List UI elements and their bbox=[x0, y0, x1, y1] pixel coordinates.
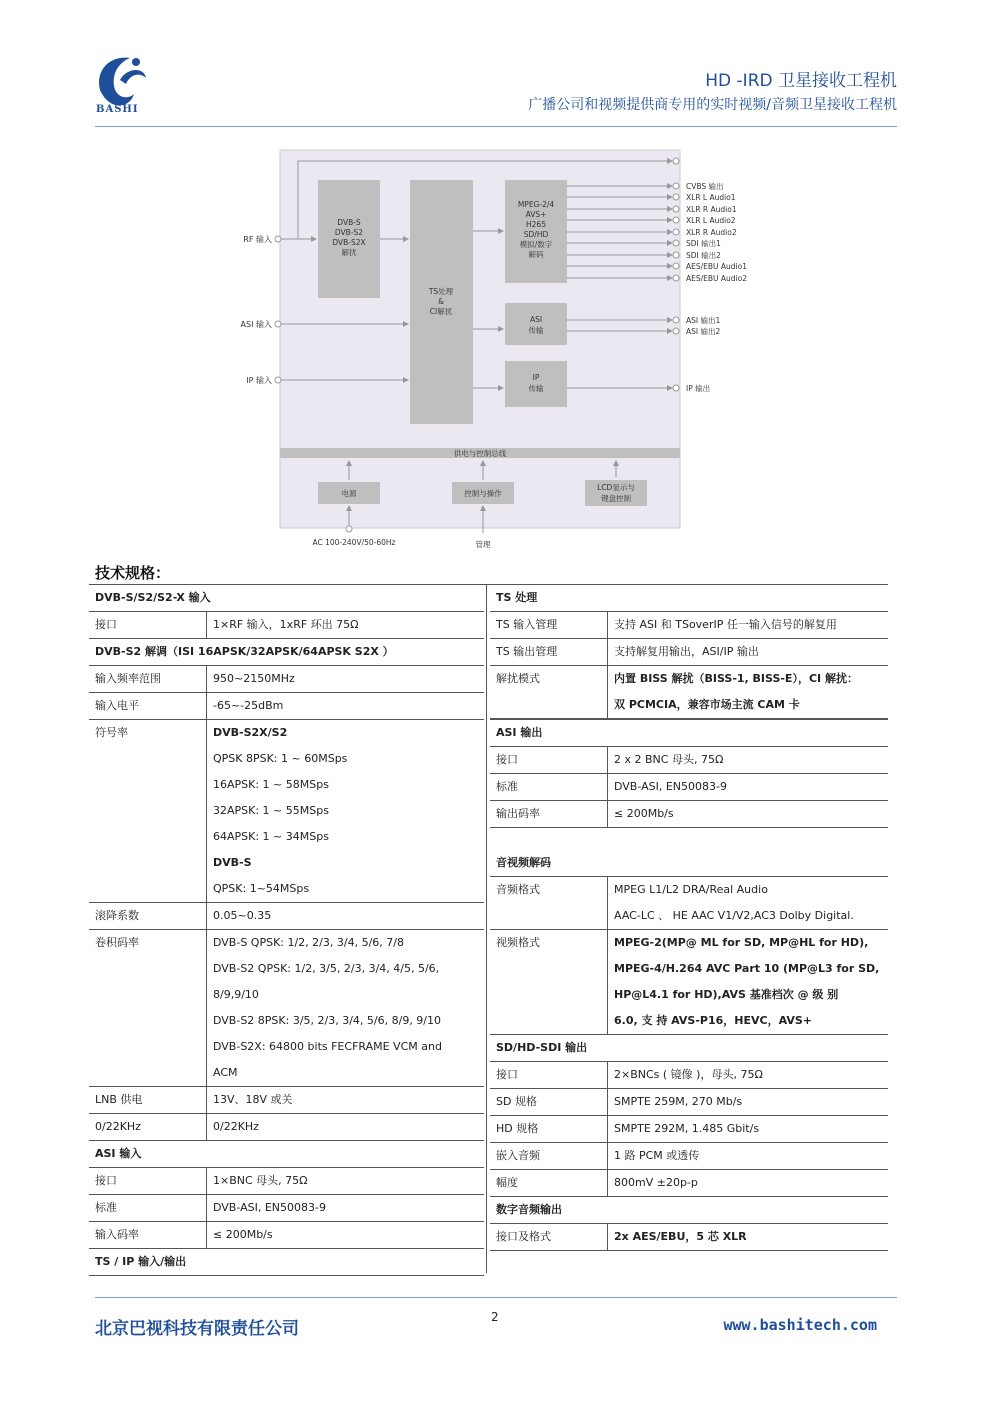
spec-key: HD 规格 bbox=[490, 1116, 608, 1143]
spec-key: TS 输入管理 bbox=[490, 612, 608, 639]
spec-line: 32APSK: 1 ~ 55MSps bbox=[213, 804, 329, 817]
spec-line: QPSK 8PSK: 1 ~ 60MSps bbox=[213, 752, 348, 765]
spec-line: DVB-S QPSK: 1/2, 2/3, 3/4, 5/6, 7/8 bbox=[213, 936, 404, 949]
section-header: ASI 输入 bbox=[89, 1141, 484, 1168]
spec-key: 滚降系数 bbox=[89, 903, 207, 930]
spec-value: 1×BNC 母头, 75Ω bbox=[207, 1168, 485, 1195]
spec-value: 0.05~0.35 bbox=[207, 903, 485, 930]
spec-line: 内置 BISS 解扰（BISS-1, BISS-E），CI 解扰： bbox=[614, 672, 858, 685]
output-label: AES/EBU Audio2 bbox=[686, 274, 748, 283]
section-header: DVB-S/S2/S2-X 输入 bbox=[89, 585, 484, 612]
spec-line: 8/9,9/10 bbox=[213, 988, 259, 1001]
spec-value: 13V、18V 或关 bbox=[207, 1087, 485, 1114]
spec-table-left bbox=[89, 585, 484, 1276]
spec-key: 输入电平 bbox=[89, 693, 207, 720]
demod-line: DVB-S2 bbox=[334, 228, 364, 237]
spec-key: 接口 bbox=[490, 747, 608, 774]
spec-key: 解扰模式 bbox=[490, 666, 608, 719]
output-label: SDI 输出2 bbox=[686, 251, 721, 260]
spec-table-right bbox=[490, 585, 888, 1251]
spec-line: HP@L4.1 for HD),AVS 基准档次 @ 级 别 bbox=[614, 988, 839, 1001]
demod-line: 解扰 bbox=[341, 248, 357, 257]
section-header: ASI 输出 bbox=[490, 720, 888, 747]
ts-line: TS处理 bbox=[428, 287, 454, 296]
spec-line: MPEG-2(MP@ ML for SD, MP@HL for HD), bbox=[614, 936, 869, 949]
input-label: IP 输入 bbox=[246, 376, 272, 385]
lcd-line: 键盘控制 bbox=[601, 494, 631, 503]
output-label: CVBS 输出 bbox=[686, 182, 724, 191]
ac-label: AC 100-240V/50-60Hz bbox=[312, 538, 396, 547]
document-subtitle: 广播公司和视频提供商专用的实时视频/音频卫星接收工程机 bbox=[528, 97, 897, 113]
input-label: RF 输入 bbox=[243, 235, 272, 244]
spec-value: 1 路 PCM 或透传 bbox=[608, 1143, 889, 1170]
spec-key: 接口 bbox=[490, 1062, 608, 1089]
block-diagram bbox=[240, 145, 770, 555]
spec-line: 64APSK: 1 ~ 34MSps bbox=[213, 830, 329, 843]
spec-value: 0/22KHz bbox=[207, 1114, 485, 1141]
spec-line: DVB-S2X: 64800 bits FECFRAME VCM and bbox=[213, 1040, 442, 1053]
spec-key: 输入码率 bbox=[89, 1222, 207, 1249]
spec-key: 输入频率范围 bbox=[89, 666, 207, 693]
footer-website-link[interactable]: www.bashitech.com bbox=[723, 1316, 877, 1334]
output-label: XLR L Audio2 bbox=[686, 216, 736, 225]
spec-value: 支持解复用输出，ASI/IP 输出 bbox=[608, 639, 889, 666]
decode-line: 模拟/数字 bbox=[519, 240, 553, 249]
decode-line: MPEG-2/4 bbox=[517, 200, 555, 209]
spec-line: ACM bbox=[213, 1066, 238, 1079]
footer-company: 北京巴视科技有限责任公司 bbox=[95, 1319, 299, 1339]
spec-value: 1×RF 输入，1xRF 环出 75Ω bbox=[207, 612, 485, 639]
spec-line: MPEG-4/H.264 AVC Part 10 (MP@L3 for SD, bbox=[614, 962, 880, 975]
output-label: AES/EBU Audio1 bbox=[686, 262, 748, 271]
lcd-line: LCD显示与 bbox=[597, 483, 635, 492]
output-label: ASI 输出2 bbox=[686, 327, 721, 336]
spec-value: 2 x 2 BNC 母头, 75Ω bbox=[608, 747, 889, 774]
output-label: SDI 输出1 bbox=[686, 239, 721, 248]
footer-divider bbox=[95, 1297, 897, 1298]
spec-value-multi bbox=[608, 877, 889, 930]
page-number: 2 bbox=[491, 1310, 499, 1324]
spec-value: ≤ 200Mb/s bbox=[608, 801, 889, 828]
spec-value: DVB-ASI, EN50083-9 bbox=[207, 1195, 485, 1222]
output-label: XLR R Audio2 bbox=[686, 228, 737, 237]
spec-line: DVB-S bbox=[213, 856, 252, 869]
spec-value-multi bbox=[608, 666, 889, 719]
output-label: XLR L Audio1 bbox=[686, 193, 736, 202]
spec-key: TS 输出管理 bbox=[490, 639, 608, 666]
spec-value: -65~-25dBm bbox=[207, 693, 485, 720]
spec-key: 标准 bbox=[490, 774, 608, 801]
spec-value: SMPTE 292M, 1.485 Gbit/s bbox=[608, 1116, 889, 1143]
demod-line: DVB-S2X bbox=[332, 238, 366, 247]
spec-value: SMPTE 259M, 270 Mb/s bbox=[608, 1089, 889, 1116]
output-label: ASI 输出1 bbox=[686, 316, 721, 325]
specs-heading: 技术规格： bbox=[95, 564, 171, 582]
spec-line: DVB-S2X/S2 bbox=[213, 726, 288, 739]
section-header: TS / IP 输入/输出 bbox=[89, 1249, 484, 1276]
spec-value: ≤ 200Mb/s bbox=[207, 1222, 485, 1249]
spec-key: 嵌入音频 bbox=[490, 1143, 608, 1170]
section-header: SD/HD-SDI 输出 bbox=[490, 1035, 888, 1062]
spec-line: DVB-S2 QPSK: 1/2, 3/5, 2/3, 3/4, 4/5, 5/6, bbox=[213, 962, 440, 975]
section-header: TS 处理 bbox=[490, 585, 888, 612]
logo-text: BASHI bbox=[96, 104, 139, 115]
spec-line: 16APSK: 1 ~ 58MSps bbox=[213, 778, 329, 791]
decode-line: SD/HD bbox=[523, 230, 549, 239]
ts-line: CI解扰 bbox=[429, 307, 453, 316]
asi-block bbox=[505, 303, 567, 345]
input-label: ASI 输入 bbox=[240, 320, 272, 329]
ip-line: 传输 bbox=[528, 384, 544, 393]
spec-value: 800mV ±20p-p bbox=[608, 1170, 889, 1197]
control-label: 控制与操作 bbox=[464, 489, 502, 498]
bus-label: 供电与控制总线 bbox=[453, 449, 507, 458]
spec-key: 视频格式 bbox=[490, 930, 608, 1035]
spec-value: 950~2150MHz bbox=[207, 666, 485, 693]
spec-key: 接口 bbox=[89, 612, 207, 639]
spec-line: 双 PCMCIA，兼容市场主流 CAM 卡 bbox=[614, 698, 800, 711]
spec-line: DVB-S2 8PSK: 3/5, 2/3, 3/4, 5/6, 8/9, 9/10 bbox=[213, 1014, 442, 1027]
power-label: 电源 bbox=[341, 489, 357, 498]
decode-line: AVS+ bbox=[525, 210, 547, 219]
demod-line: DVB-S bbox=[337, 218, 361, 227]
spec-value: 支持 ASI 和 TSoverIP 任一输入信号的解复用 bbox=[608, 612, 889, 639]
spec-line: QPSK: 1~54MSps bbox=[213, 882, 310, 895]
decode-line: 解码 bbox=[528, 250, 544, 259]
section-header: 数字音频输出 bbox=[490, 1197, 888, 1224]
spec-value: 2x AES/EBU，5 芯 XLR bbox=[608, 1224, 889, 1251]
spec-value: 2×BNCs ( 镜像 )，母头, 75Ω bbox=[608, 1062, 889, 1089]
ip-line: IP bbox=[532, 373, 540, 382]
spec-line: MPEG L1/L2 DRA/Real Audio bbox=[614, 883, 768, 896]
spec-value-multi bbox=[608, 930, 889, 1035]
spec-line: 6.0, 支 持 AVS-P16，HEVC，AVS+ bbox=[614, 1014, 813, 1027]
spec-line: AAC-LC 、 HE AAC V1/V2,AC3 Dolby Digital. bbox=[614, 909, 854, 922]
spec-key: 输出码率 bbox=[490, 801, 608, 828]
spec-key: LNB 供电 bbox=[89, 1087, 207, 1114]
header-divider bbox=[95, 126, 897, 127]
spec-key: SD 规格 bbox=[490, 1089, 608, 1116]
section-header: 音视频解码 bbox=[490, 828, 888, 877]
spec-key: 幅度 bbox=[490, 1170, 608, 1197]
ts-line: & bbox=[438, 297, 444, 306]
section-header: DVB-S2 解调（ISI 16APSK/32APSK/64APSK S2X ） bbox=[89, 639, 484, 666]
mgmt-label: 管理 bbox=[475, 540, 491, 549]
output-label: XLR R Audio1 bbox=[686, 205, 737, 214]
decode-line: H265 bbox=[526, 220, 546, 229]
spec-value-multi bbox=[207, 720, 485, 903]
output-label: IP 输出 bbox=[686, 384, 711, 393]
spec-value: DVB-ASI, EN50083-9 bbox=[608, 774, 889, 801]
spec-key: 音频格式 bbox=[490, 877, 608, 930]
asi-line: ASI bbox=[529, 315, 543, 324]
spec-key: 卷积码率 bbox=[89, 930, 207, 1087]
spec-key: 接口 bbox=[89, 1168, 207, 1195]
spec-key: 0/22KHz bbox=[89, 1114, 207, 1141]
spec-key: 标准 bbox=[89, 1195, 207, 1222]
document-title: HD -IRD 卫星接收工程机 bbox=[705, 71, 897, 91]
asi-line: 传输 bbox=[528, 326, 544, 335]
spec-value-multi bbox=[207, 930, 485, 1087]
spec-key: 符号率 bbox=[89, 720, 207, 903]
table-column-divider bbox=[486, 585, 487, 1273]
spec-key: 接口及格式 bbox=[490, 1224, 608, 1251]
